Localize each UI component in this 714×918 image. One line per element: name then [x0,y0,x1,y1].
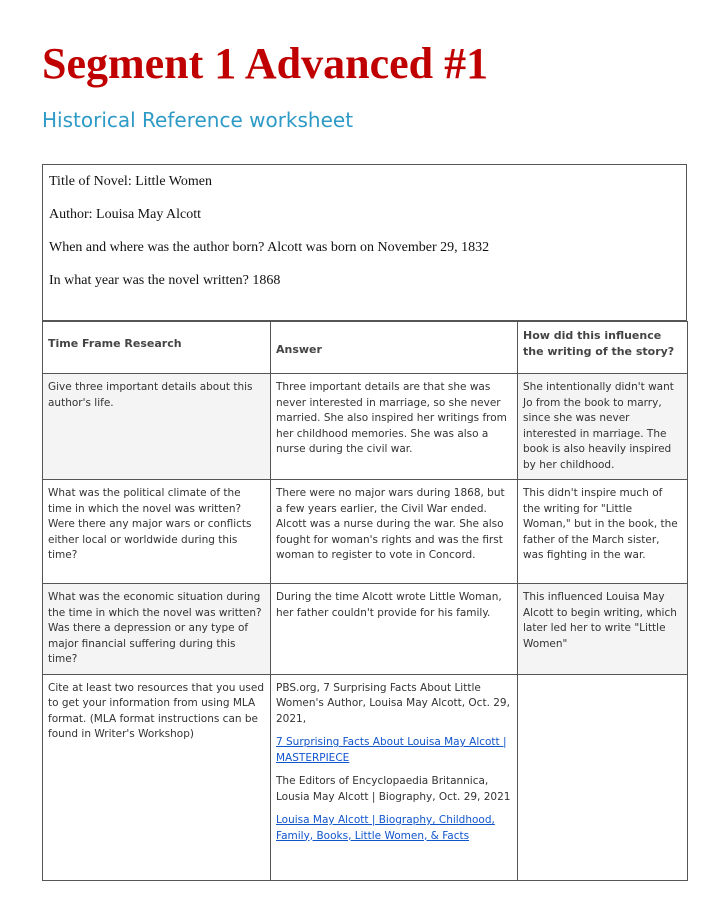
novel-title: Title of Novel: Little Women [49,174,212,189]
author-birth: When and where was the author born? Alcott was born on November 29, 1832 [49,240,490,255]
year-written: In what year was the novel written? 1868 [49,273,281,288]
table-row [43,584,688,675]
novel-author: Author: Louisa May Alcott [49,207,202,222]
page-title: Segment 1 Advanced #1 [42,39,489,88]
table-row [43,480,688,584]
header-influence: How did this influence the writing of the story? [518,322,688,374]
answer-cell [271,674,518,880]
influence-cell [518,674,688,880]
research-table [42,321,688,881]
influence-cell: She intentionally didn't want Jo from the book to marry, since she was never interested in marriage. The book is also heavily inspired by her childhood. [518,374,688,480]
citation-text: PBS.org, 7 Surprising Facts About Little Women's Author, Louisa May Alcott, Oct. 29, 2021, [276,681,510,725]
citation-link[interactable]: 7 Surprising Facts About Louisa May Alcott | MASTERPIECE [276,736,507,764]
answer-cell: There were no major wars during 1868, but a few years earlier, the Civil War ended. Alcott was a nurse during the war. She also fought for woman's rights and was the first woman to register to vote in Concord. [271,480,518,584]
influence-cell: This didn't inspire much of the writing for "Little Woman," but in the book, the father of the March sister, was fighting in the war. [518,480,688,584]
table-row [43,674,688,880]
question-cell: Cite at least two resources that you used to get your information from using MLA format. (MLA format instructions can be found in Writer's Workshop) [43,674,271,880]
citation-link[interactable]: Louisa May Alcott | Biography, Childhood, Family, Books, Little Women, & Facts [276,814,495,842]
answer-cell: Three important details are that she was never interested in marriage, so she never married. She also inspired her writings from her childhood memories. She was also a nurse during the civil war. [271,374,518,480]
header-research: Time Frame Research [43,322,271,374]
question-cell: What was the political climate of the time in which the novel was written? Were there any major wars or conflicts either local or worldwide during this time? [43,480,271,584]
citation-text: The Editors of Encyclopaedia Britannica, Lousia May Alcott | Biography, Oct. 29, 2021 [276,775,511,803]
table-row [43,374,688,480]
page-subtitle: Historical Reference worksheet [42,108,354,132]
novel-info-box [42,164,687,321]
answer-cell: During the time Alcott wrote Little Woman, her father couldn't provide for his family. [271,584,518,675]
table-header-row [43,322,688,374]
influence-cell: This influenced Louisa May Alcott to begin writing, which later led her to write "Little Women" [518,584,688,675]
header-answer: Answer [271,322,518,374]
question-cell: What was the economic situation during the time in which the novel was written? Was there a depression or any type of major financial suffering during this time? [43,584,271,675]
question-cell: Give three important details about this author's life. [43,374,271,480]
